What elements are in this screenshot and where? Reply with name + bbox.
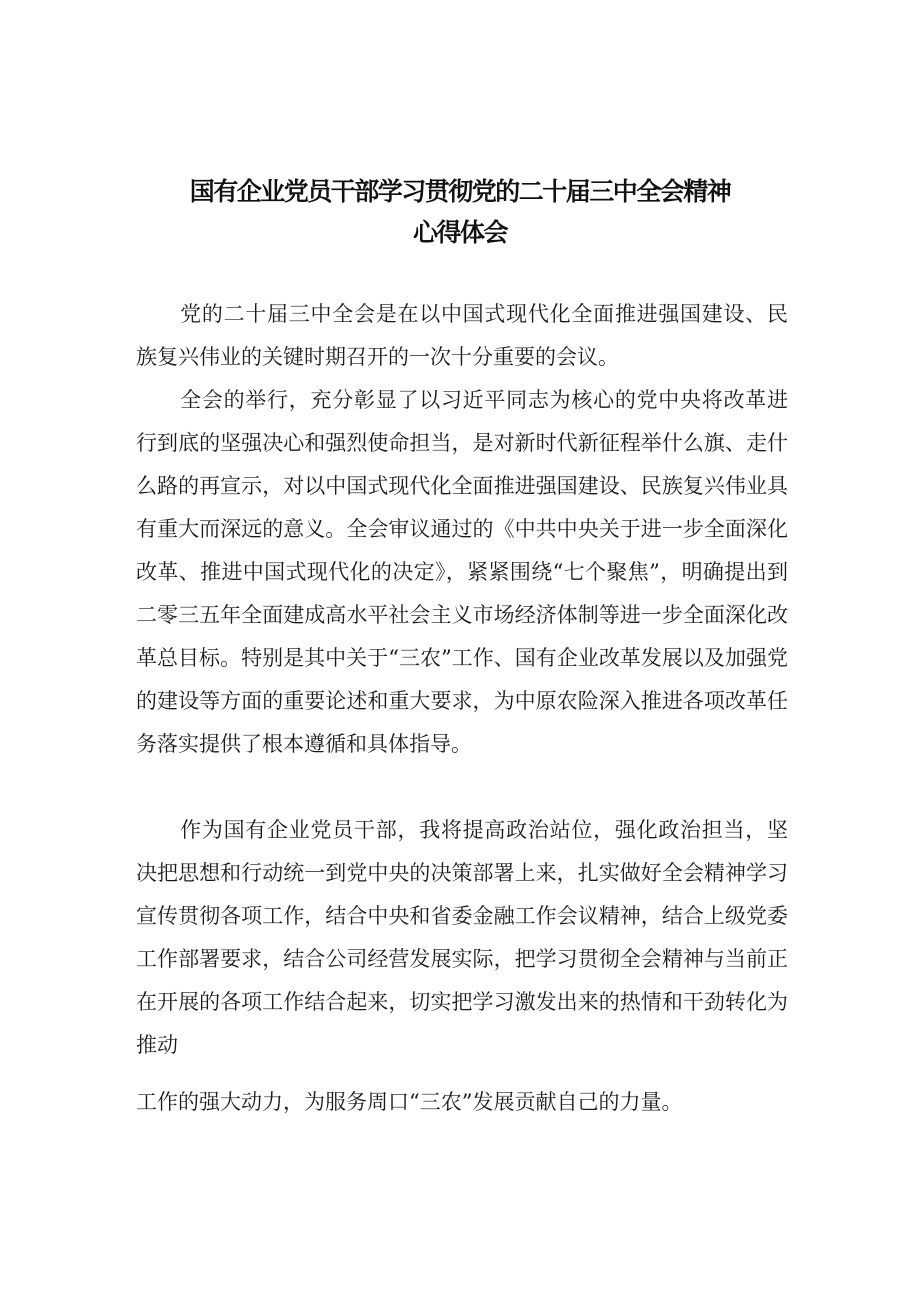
document-title: 国有企业党员干部学习贯彻党的二十届三中全会精神 [189, 177, 731, 206]
paragraph-1: 党的二十届三中全会是在以中国式现代化全面推进强国建设、民族复兴伟业的关键时期召开的一次十分重要的会议。 [136, 302, 788, 369]
paragraph-4: 工作的强大动力，为服务周口“三农”发展贡献自己的力量。 [136, 1090, 683, 1114]
paragraph-3: 作为国有企业党员干部，我将提高政治站位，强化政治担当，坚决把思想和行动统一到党中央的决策部署上来，扎实做好全会精神学习宣传贯彻各项工作，结合中央和省委金融工作会议精神，结合上级党委工作部署要求，结合公司经营发展实际，把学习贯彻全会精神与当前正在开展的各项工作结合起来，切实把学习激发出来的热情和干劲转化为推动 [136, 818, 788, 1057]
paragraph-closing [136, 1081, 788, 1124]
paragraph-significance [136, 379, 788, 766]
paragraph-commitment [136, 809, 788, 1067]
paragraph-intro [136, 293, 788, 379]
paragraph-2: 全会的举行，充分彰显了以习近平同志为核心的党中央将改革进行到底的坚强决心和强烈使命担当，是对新时代新征程举什么旗、走什么路的再宣示，对以中国式现代化全面推进强国建设、民族复兴伟业具有重大而深远的意义。全会审议通过的《中共中央关于进一步全面深化改革、推进中国式现代化的决定》，紧紧围绕“七个聚焦”，明确提出到二零三五年全面建成高水平社会主义市场经济体制等进一步全面深化改革总目标。特别是其中关于“三农”工作、国有企业改革发展以及加强党的建设等方面的重要论述和重大要求，为中原农险深入推进各项改革任务落实提供了根本遵循和具体指导。 [136, 388, 788, 756]
document-subtitle: 心得体会 [412, 218, 507, 247]
